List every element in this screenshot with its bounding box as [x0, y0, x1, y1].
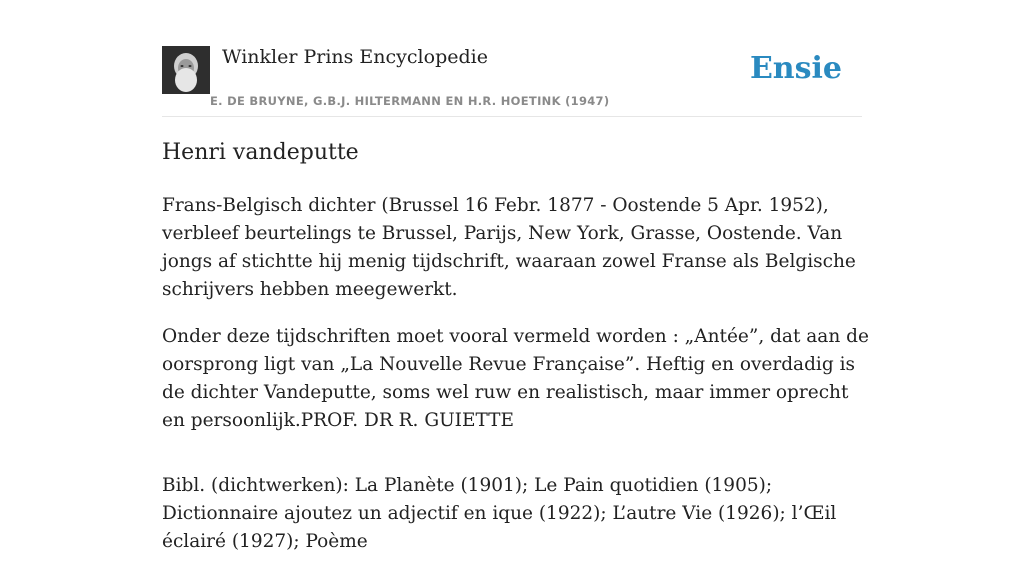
bibliography: Bibl. (dichtwerken): La Planète (1901); Le Pain quotidien (1905); Dictionnaire ajoutez un adjectif en ique (1922); L’autre Vie (1926); l’Œil éclairé (1927); Poème	[162, 475, 837, 552]
portrait-icon	[162, 46, 210, 94]
authors-line: E. DE BRUYNE, G.B.J. HILTERMANN EN H.R. HOETINK (1947)	[210, 94, 610, 108]
paragraph: Onder deze tijdschriften moet vooral vermeld worden : „Antée”, dat aan de oorsprong ligt van „La Nouvelle Revue Française”. Heftig en overdadig is de dichter Vandeputte, soms wel ruw en realistisch, maar immer oprecht en persoonlijk.PROF. DR R. GUIETTE	[162, 326, 869, 431]
site-header	[162, 0, 862, 117]
page	[162, 0, 869, 552]
site-title[interactable]: Winkler Prins Encyclopedie	[222, 46, 488, 68]
article-title: Henri vandeputte	[162, 140, 359, 165]
brand-logo[interactable]: Ensie	[749, 51, 842, 86]
avatar[interactable]	[162, 46, 210, 94]
paragraph: Frans-Belgisch dichter (Brussel 16 Febr. 1877 - Oostende 5 Apr. 1952), verbleef beurtelings te Brussel, Parijs, New York, Grasse, Oostende. Van jongs af stichtte hij menig tijdschrift, waaraan zowel Franse als Belgische schrijvers hebben meegewerkt.	[162, 195, 856, 300]
article-body	[162, 192, 872, 575]
